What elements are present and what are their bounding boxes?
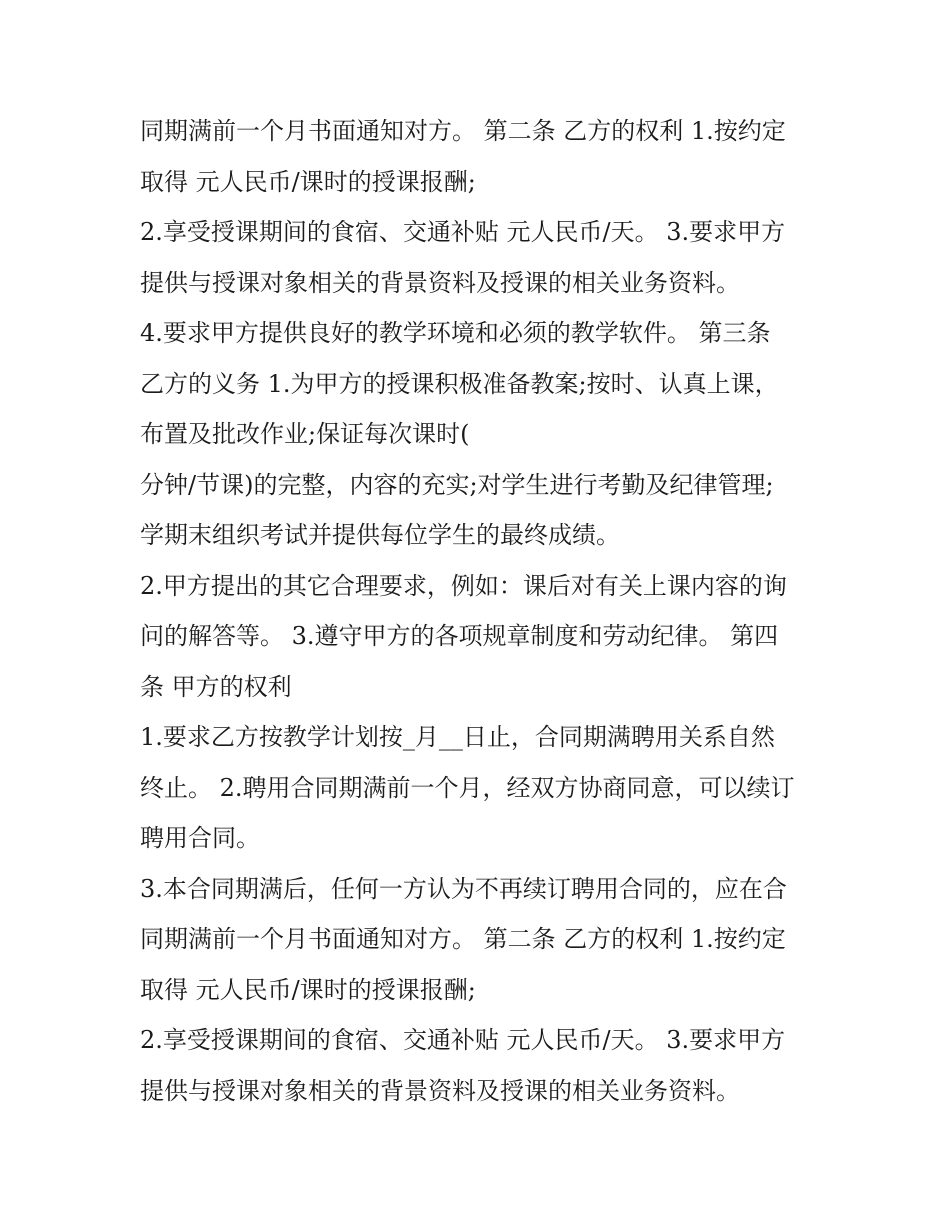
document-body — [140, 106, 830, 1116]
text-line: 提供与授课对象相关的背景资料及授课的相关业务资料。 — [140, 268, 740, 297]
text-line: 1.要求乙方按教学计划按_月__日止，合同期满聘用关系自然 — [140, 723, 775, 751]
text-line: 乙方的义务 1.为甲方的授课积极准备教案;按时、认真上课， — [140, 369, 779, 398]
text-line: 2.享受授课期间的食宿、交通补贴 元人民币/天。 3.要求甲方 — [140, 1026, 786, 1054]
text-line: 同期满前一个月书面通知对方。 第二条 乙方的权利 1.按约定 — [140, 117, 786, 145]
text-line: 4.要求甲方提供良好的教学环境和必须的教学软件。 第三条 — [140, 319, 771, 347]
text-line: 条 甲方的权利 — [140, 672, 292, 701]
text-line: 3.本合同期满后，任何一方认为不再续订聘用合同的，应在合 — [140, 874, 787, 903]
text-line: 取得 元人民币/课时的授课报酬; — [140, 167, 476, 196]
text-line: 提供与授课对象相关的背景资料及授课的相关业务资料。 — [140, 1076, 740, 1105]
text-line: 2.甲方提出的其它合理要求，例如：课后对有关上课内容的询 — [140, 571, 787, 600]
text-line: 同期满前一个月书面通知对方。 第二条 乙方的权利 1.按约定 — [140, 925, 786, 953]
text-line: 聘用合同。 — [140, 824, 260, 852]
text-line: 学期末组织考试并提供每位学生的最终成绩。 — [140, 521, 620, 549]
text-line: 2.享受授课期间的食宿、交通补贴 元人民币/天。 3.要求甲方 — [140, 218, 786, 246]
text-line: 终止。 2.聘用合同期满前一个月，经双方协商同意，可以续订 — [140, 773, 795, 802]
text-line: 问的解答等。 3.遵守甲方的各项规章制度和劳动纪律。 第四 — [140, 622, 779, 650]
text-line: 分钟/节课)的完整，内容的充实;对学生进行考勤及纪律管理; — [140, 470, 774, 499]
text-line: 布置及批改作业;保证每次课时( — [140, 420, 470, 448]
text-line: 取得 元人民币/课时的授课报酬; — [140, 975, 476, 1004]
